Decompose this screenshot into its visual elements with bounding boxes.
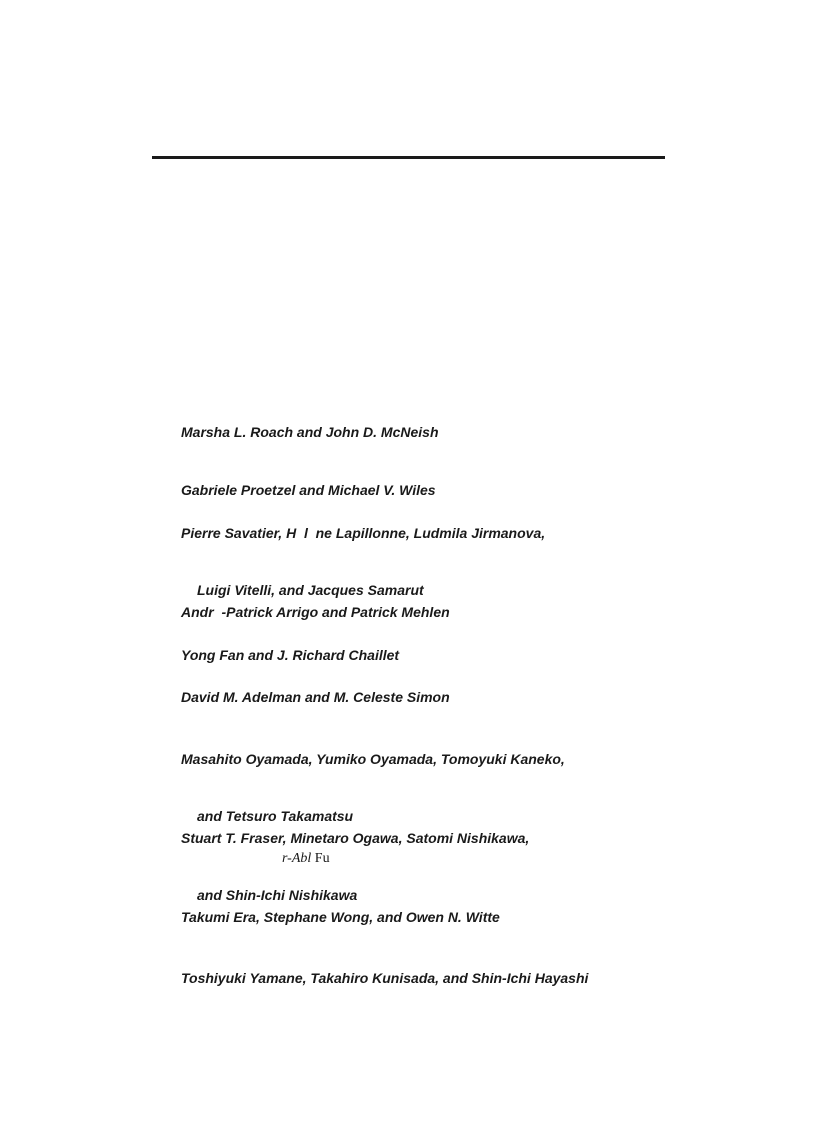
author-line: Gabriele Proetzel and Michael V. Wiles xyxy=(181,482,436,498)
author-line-continued: Luigi Vitelli, and Jacques Samarut xyxy=(197,582,424,598)
author-line: Takumi Era, Stephane Wong, and Owen N. Witte xyxy=(181,909,500,925)
author-line: Toshiyuki Yamane, Takahiro Kunisada, and Shin-Ichi Hayashi xyxy=(181,970,589,986)
author-line-continued: and Shin-Ichi Nishikawa xyxy=(197,887,358,903)
author-line-continued: and Tetsuro Takamatsu xyxy=(197,808,354,824)
author-entry-10 xyxy=(181,931,588,1007)
author-line: Masahito Oyamada, Yumiko Oyamada, Tomoyuki Kaneko, xyxy=(181,751,565,767)
title-fragment xyxy=(275,832,330,868)
author-line: Andr -Patrick Arrigo and Patrick Mehlen xyxy=(181,604,450,620)
header-rule xyxy=(152,156,665,159)
title-fragment-italic: r-Abl xyxy=(282,851,312,866)
author-line: David M. Adelman and M. Celeste Simon xyxy=(181,689,450,705)
author-line: Marsha L. Roach and John D. McNeish xyxy=(181,424,439,440)
title-fragment-plain: Fu xyxy=(311,851,330,866)
author-line: Yong Fan and J. Richard Chaillet xyxy=(181,647,400,663)
author-line: Stuart T. Fraser, Minetaro Ogawa, Satomi Nishikawa, xyxy=(181,830,530,846)
author-line: Pierre Savatier, H l ne Lapillonne, Ludmila Jirmanova, xyxy=(181,525,546,541)
